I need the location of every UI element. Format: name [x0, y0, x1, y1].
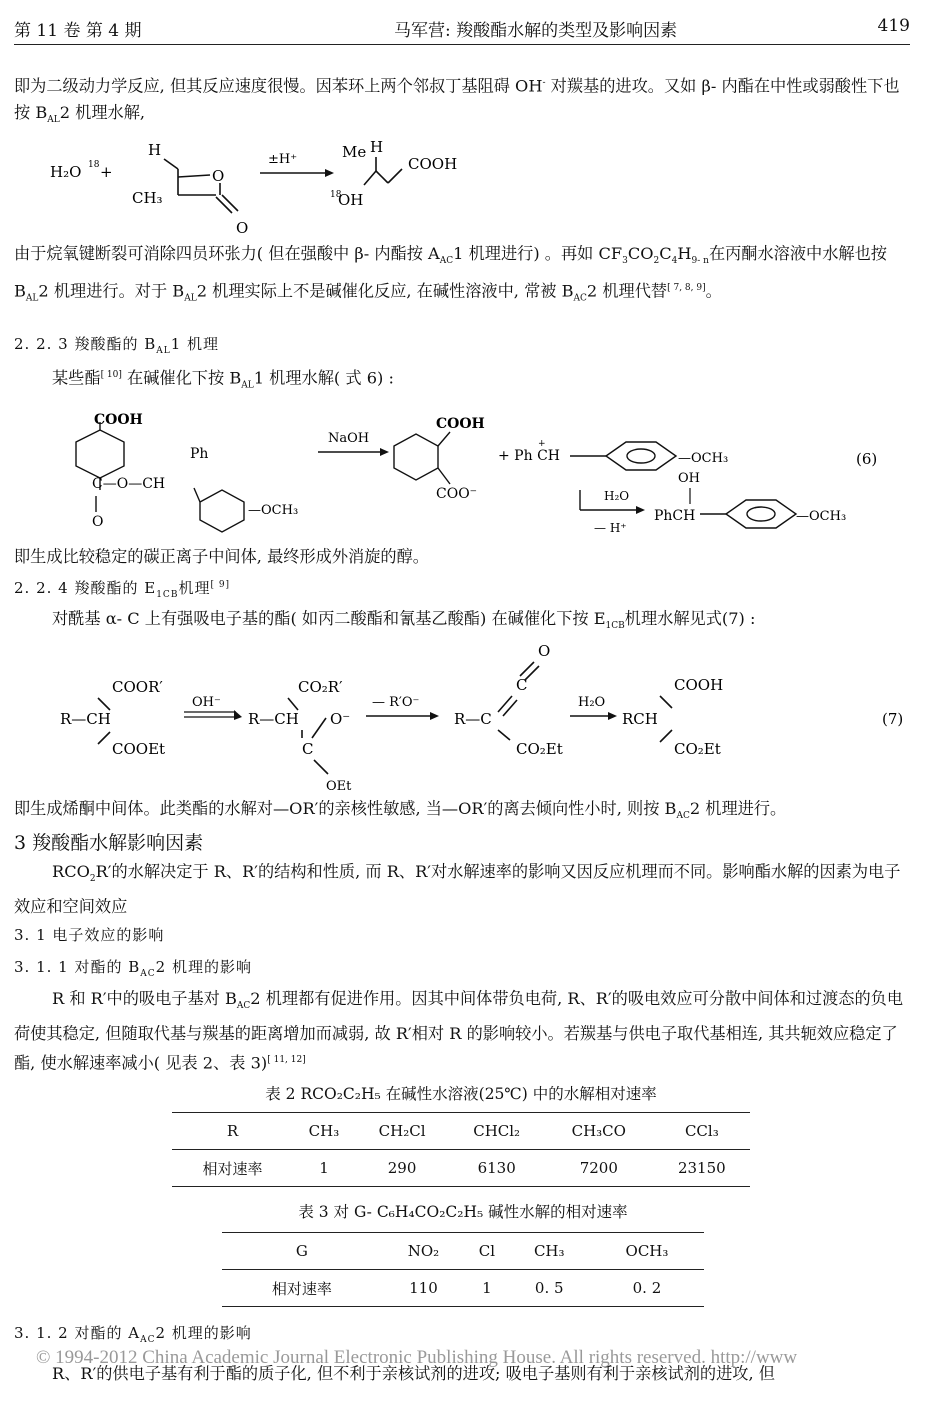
svg-text:+: +	[538, 439, 546, 449]
svg-text:OH: OH	[678, 471, 700, 486]
reaction-6	[14, 402, 914, 542]
paragraph: 即生成比较稳定的碳正离子中间体, 最终形成外消旋的醇。	[14, 547, 429, 566]
volume-issue: 第 11 卷 第 4 期	[14, 21, 142, 41]
svg-text:+ Ph CH: + Ph CH	[498, 448, 560, 464]
table3-caption: 表 3 对 G- C₆H₄CO₂C₂H₅ 碱性水解的相对速率	[298, 1203, 628, 1221]
svg-text:O: O	[212, 167, 225, 185]
svg-text:C: C	[516, 676, 528, 694]
benzene-ring-product	[394, 432, 450, 484]
table2-caption: 表 2 RCO₂C₂H₅ 在碱性水溶液(25℃) 中的水解相对速率	[265, 1085, 657, 1103]
section-heading-2-2-3: 2. 2. 3 羧酸酯的 $B_{AL}1$ 机理	[14, 335, 220, 356]
svg-text:R—CH: R—CH	[60, 710, 111, 728]
svg-text:CO₂Et: CO₂Et	[516, 740, 563, 758]
svg-text:H: H	[148, 141, 162, 159]
table3	[222, 1232, 704, 1307]
section-heading-3-1-1: 3. 1. 1 对酯的 $B_{AC}2$ 机理的影响	[14, 958, 252, 979]
paragraph: $RCO_2R'$的水解决定于 R、R′的结构和性质, 而 R、R′对水解速率的影响又因反应机理而不同。影响酯水解的因素为电子效应和空间效应	[14, 862, 901, 917]
svg-text:O: O	[236, 219, 249, 237]
paragraph: 由于烷氧键断裂可消除四员环张力( 但在强酸中 β- 内酯按 $A_{AC}1$ 机理进行) 。再如 $CF_3CO_2C_4H_{9- n}$在丙酮水溶液中水解也按 $B_{AL}2$ 机理进行。对于 $B_{AL}2$ 机理实际上不是碱催化反应, 在碱性溶液中, 常被 $B_{AC}2$ 机理代替[ 7, 8, 9]。	[14, 244, 887, 304]
svg-text:PhCH: PhCH	[654, 508, 696, 524]
naoh-label: NaOH	[328, 431, 370, 446]
equation-number-7: (7)	[882, 710, 904, 728]
section-heading-3: 3 羧酸酯水解影响因素	[14, 832, 204, 854]
hydroxide-label: OH⁻	[192, 695, 221, 710]
svg-text:—OCH₃: —OCH₃	[796, 509, 847, 524]
paragraph: 即生成烯酮中间体。此类酯的水解对—OR′的亲核性敏感, 当—OR′的离去倾向性小时, 则按 $B_{AC}2$ 机理进行。	[14, 799, 787, 822]
svg-text:CH₃: CH₃	[132, 189, 163, 207]
copyright-watermark: © 1994-2012 China Academic Journal Electronic Publishing House. All rights reserved. http://www	[36, 1347, 798, 1368]
svg-text:COOR′: COOR′	[112, 678, 163, 696]
table2	[172, 1112, 750, 1187]
anisyl-ring-product	[700, 500, 796, 528]
table-header-row: R CH₃ CH₂Cl CHCl₂ CH₃CO CCl₃	[172, 1113, 750, 1150]
svg-text:C—O—CH: C—O—CH	[92, 476, 166, 492]
reaction-beta-lactone	[40, 135, 520, 240]
svg-text:—OCH₃: —OCH₃	[678, 451, 729, 466]
svg-text:CO₂R′: CO₂R′	[298, 678, 343, 696]
table-row: 相对速率 1 290 6130 7200 23150	[202, 1159, 726, 1178]
section-heading-3-1: 3. 1 电子效应的影响	[14, 926, 165, 944]
svg-text:18: 18	[330, 190, 342, 200]
svg-text:—OCH₃: —OCH₃	[248, 503, 299, 518]
svg-text:OH: OH	[338, 191, 364, 209]
svg-text:COOEt: COOEt	[112, 740, 166, 758]
svg-text:Ph: Ph	[190, 446, 209, 462]
svg-text:COOH: COOH	[408, 155, 458, 173]
section-heading-3-1-2: 3. 1. 2 对酯的 $A_{AC}2$ 机理的影响	[14, 1324, 252, 1345]
section-heading-2-2-4: 2. 2. 4 羧酸酯的 $E_{1CB}$机理[ 9]	[14, 579, 231, 600]
svg-text:C: C	[302, 740, 314, 758]
paragraph: 即为二级动力学反应, 但其反应速度很慢。因苯环上两个邻叔丁基阻碍 OH- 对羰基的进攻。又如 β- 内酯在中性或弱酸性下也按 $B_{AL}2$ 机理水解,	[14, 76, 900, 126]
page-number: 419	[877, 16, 910, 36]
svg-text:RCH: RCH	[622, 710, 658, 728]
svg-text:O: O	[538, 642, 551, 660]
header-rule	[14, 44, 910, 45]
svg-text:COOH: COOH	[674, 676, 724, 694]
svg-text:Me: Me	[342, 143, 367, 161]
reaction-7	[40, 638, 920, 793]
svg-text:H₂O: H₂O	[604, 489, 630, 503]
anisyl-ring-cation	[570, 442, 676, 470]
paragraph: 对酰基 α- C 上有强吸电子基的酯( 如丙二酸酯和氰基乙酸酯) 在碱催化下按 $E_{1CB}$机理水解见式(7) :	[52, 609, 756, 632]
table-row: 相对速率 110 1 0. 5 0. 2	[271, 1279, 662, 1298]
svg-text:R—CH: R—CH	[248, 710, 299, 728]
paragraph: 某些酯[ 10] 在碱催化下按 $B_{AL}1$ 机理水解( 式 6) :	[52, 368, 394, 391]
svg-text:H: H	[370, 138, 384, 156]
anisyl-ring-left	[194, 488, 244, 532]
svg-text:R—C: R—C	[454, 710, 492, 728]
svg-text:COO⁻: COO⁻	[436, 486, 478, 502]
svg-text:— H⁺: — H⁺	[594, 521, 627, 535]
svg-text:+: +	[100, 163, 113, 181]
water-arrow-label: H₂O	[578, 695, 606, 710]
equation-number-6: (6)	[856, 450, 878, 468]
svg-text:O: O	[92, 514, 104, 530]
paragraph: R 和 R′中的吸电子基对 $B_{AC}2$ 机理都有促进作用。因其中间体带负电荷, R、R′的吸电效应可分散中间体和过渡态的负电荷使其稳定, 但随取代基与羰基的距离增加而减弱, 故 R′相对 R 的影响较小。若羰基与供电子取代基相连, 其共轭效应稳定了酯, 使水解速率减小( 见表 2、表 3)[ 11, 12]	[14, 989, 904, 1073]
svg-text:COOH: COOH	[94, 412, 143, 428]
svg-text:COOH: COOH	[436, 416, 485, 432]
alkoxide-label: — R′O⁻	[372, 695, 420, 710]
svg-text:18: 18	[88, 160, 100, 170]
table-header-row: G NO₂ Cl CH₃ OCH₃	[222, 1233, 704, 1270]
svg-text:CO₂Et: CO₂Et	[674, 740, 721, 758]
svg-text:OEt: OEt	[326, 779, 352, 793]
running-header	[14, 14, 910, 42]
water-label: H₂O	[50, 163, 82, 181]
svg-text:O⁻: O⁻	[330, 710, 351, 728]
arrow-label: ±H⁺	[268, 152, 298, 167]
paragraph: R、R′的供电子基有利于酯的质子化, 但不利于亲核试剂的进攻; 吸电子基则有利于亲核试剂的进攻, 但	[52, 1364, 775, 1383]
lactone-ring	[164, 159, 238, 213]
article-title: 马军营: 羧酸酯水解的类型及影响因素	[394, 21, 678, 41]
